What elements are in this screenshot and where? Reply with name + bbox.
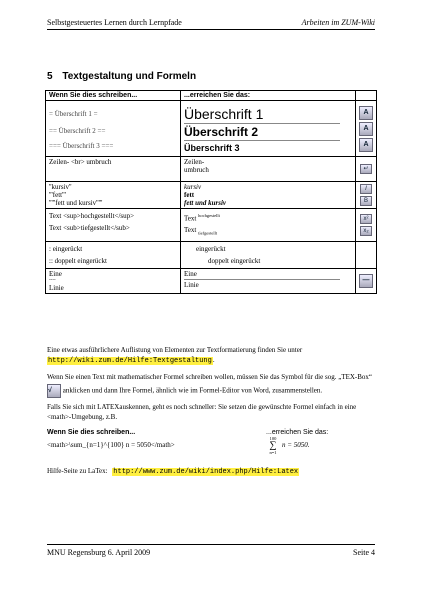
heading1-preview: Überschrift 1	[184, 105, 340, 124]
col1-header: Wenn Sie dies schreiben...	[46, 91, 181, 101]
footer-rule	[47, 544, 375, 545]
table-header-row	[46, 91, 377, 101]
heading3-preview: Überschrift 3	[184, 143, 240, 153]
section-number: 5	[47, 71, 53, 82]
cell-input: Zeilen- <br> umbruch	[49, 158, 112, 166]
paragraph-text: Wenn Sie einen Text mit mathematischer Formel schreiben wollen, müssen Sie das Symbol für die sog. „TEX-Box“	[47, 373, 373, 381]
sum-upper-limit: 100	[269, 436, 277, 441]
section-title: Textgestaltung und Formeln	[62, 71, 197, 82]
cell-input: : eingerückt	[49, 244, 83, 253]
cell-input: '''fett'''	[49, 191, 66, 199]
table-row	[46, 241, 377, 268]
header-right: Arbeiten im ZUM-Wiki	[301, 18, 375, 27]
cell-input: ----	[49, 277, 56, 283]
textgestaltung-link[interactable]: http://wiki.zum.de/Hilfe:Textgestaltung	[48, 356, 212, 365]
cell-output: Linie	[184, 280, 199, 289]
superscript-icon: x²	[360, 214, 372, 224]
subscript-preview: tiefgestellt	[198, 230, 218, 236]
cell-input: Text <sub>tiefgestellt</sub>	[49, 224, 130, 232]
sum-symbol: ∑	[269, 440, 277, 451]
cell-input: '''''fett und kursiv'''''	[49, 199, 103, 207]
cell-output: Text	[184, 226, 197, 235]
paragraph-text: anklicken und dann Ihre Formel, ähnlich wie im Formel-Editor von Word, zusammenstellen.	[62, 386, 323, 395]
horizontal-line-icon: —	[359, 274, 373, 288]
formula-result: n = 5050.	[282, 441, 310, 449]
double-indent-preview: doppelt eingerückt	[208, 256, 261, 265]
section-heading	[47, 71, 196, 82]
paragraph-tex-box	[47, 373, 375, 399]
paragraph-latex-help	[47, 467, 375, 478]
latex-help-link[interactable]: http://www.zum.de/wiki/index.php/Hilfe:Latex	[113, 468, 299, 476]
footer-left: MNU Regensburg 6. April 2009	[47, 548, 151, 557]
paragraph-text: Hilfe-Seite zu LaTex:	[47, 467, 108, 475]
cell-input: ''kursiv''	[49, 183, 72, 191]
formula-right-header: ...erreichen Sie das:	[266, 429, 329, 436]
formatting-table	[45, 90, 377, 294]
header-left: Selbstgesteuertes Lernen durch Lernpfade	[47, 18, 182, 27]
italic-preview: kursiv	[184, 183, 202, 191]
subscript-icon: x₂	[360, 226, 372, 236]
linebreak-icon: ↵	[360, 164, 372, 174]
header-rule	[47, 29, 375, 30]
heading1-icon: A	[359, 106, 373, 120]
cell-input: Eine	[49, 269, 62, 278]
cell-input: Text <sup>hochgestellt</sup>	[49, 212, 135, 220]
table-row	[46, 268, 377, 293]
bold-preview: fett	[184, 191, 195, 199]
cell-output: Eine	[184, 270, 340, 280]
italic-icon: I	[360, 184, 372, 194]
formula-sum	[266, 436, 280, 455]
paragraph-text: Falls Sie sich mit LATEXauskennen, geht es noch schneller: Sie setzen die gewünschte Formel einfach in eine <math>-Umgebung, z.B.	[47, 403, 357, 421]
heading3-icon: A	[359, 138, 373, 152]
bold-italic-preview: fett und kursiv	[184, 199, 227, 207]
paragraph-formatting-link	[47, 346, 375, 366]
cell-output: Zeilen-	[184, 158, 205, 166]
table-row	[46, 182, 377, 209]
indent-preview: eingerückt	[196, 244, 226, 253]
heading2-preview: Überschrift 2	[184, 124, 340, 141]
cell-input: === Überschrift 3 ===	[49, 142, 114, 150]
paragraph-text: Eine etwas ausführlichere Auflistung von Elementen zur Textformatierung finden Sie unter	[47, 346, 303, 354]
col2-header: ...erreichen Sie das:	[181, 91, 356, 101]
cell-input: = Überschrift 1 =	[49, 110, 98, 118]
cell-output: umbruch	[184, 166, 209, 174]
heading2-icon: A	[359, 122, 373, 136]
table-row	[46, 101, 377, 157]
cell-input: == Überschrift 2 ==	[49, 127, 106, 135]
sum-lower-limit: n=1	[269, 450, 277, 455]
cell-output: Text	[184, 214, 197, 223]
formula-left-header: Wenn Sie dies schreiben...	[47, 429, 136, 436]
superscript-preview: hochgestellt	[198, 213, 220, 218]
table-row	[46, 209, 377, 242]
paragraph-latex	[47, 403, 375, 422]
table-row	[46, 157, 377, 182]
paragraph-text: .	[212, 355, 215, 364]
cell-input: :: doppelt eingerückt	[49, 256, 107, 265]
formula-code: <math>\sum_{n=1}^{100} n = 5050</math>	[47, 441, 175, 449]
bold-icon: B	[360, 196, 372, 206]
page-number: Seite 4	[353, 548, 375, 557]
icon-header	[356, 91, 377, 101]
cell-input: Linie	[49, 283, 64, 292]
tex-box-icon: √	[47, 384, 61, 398]
